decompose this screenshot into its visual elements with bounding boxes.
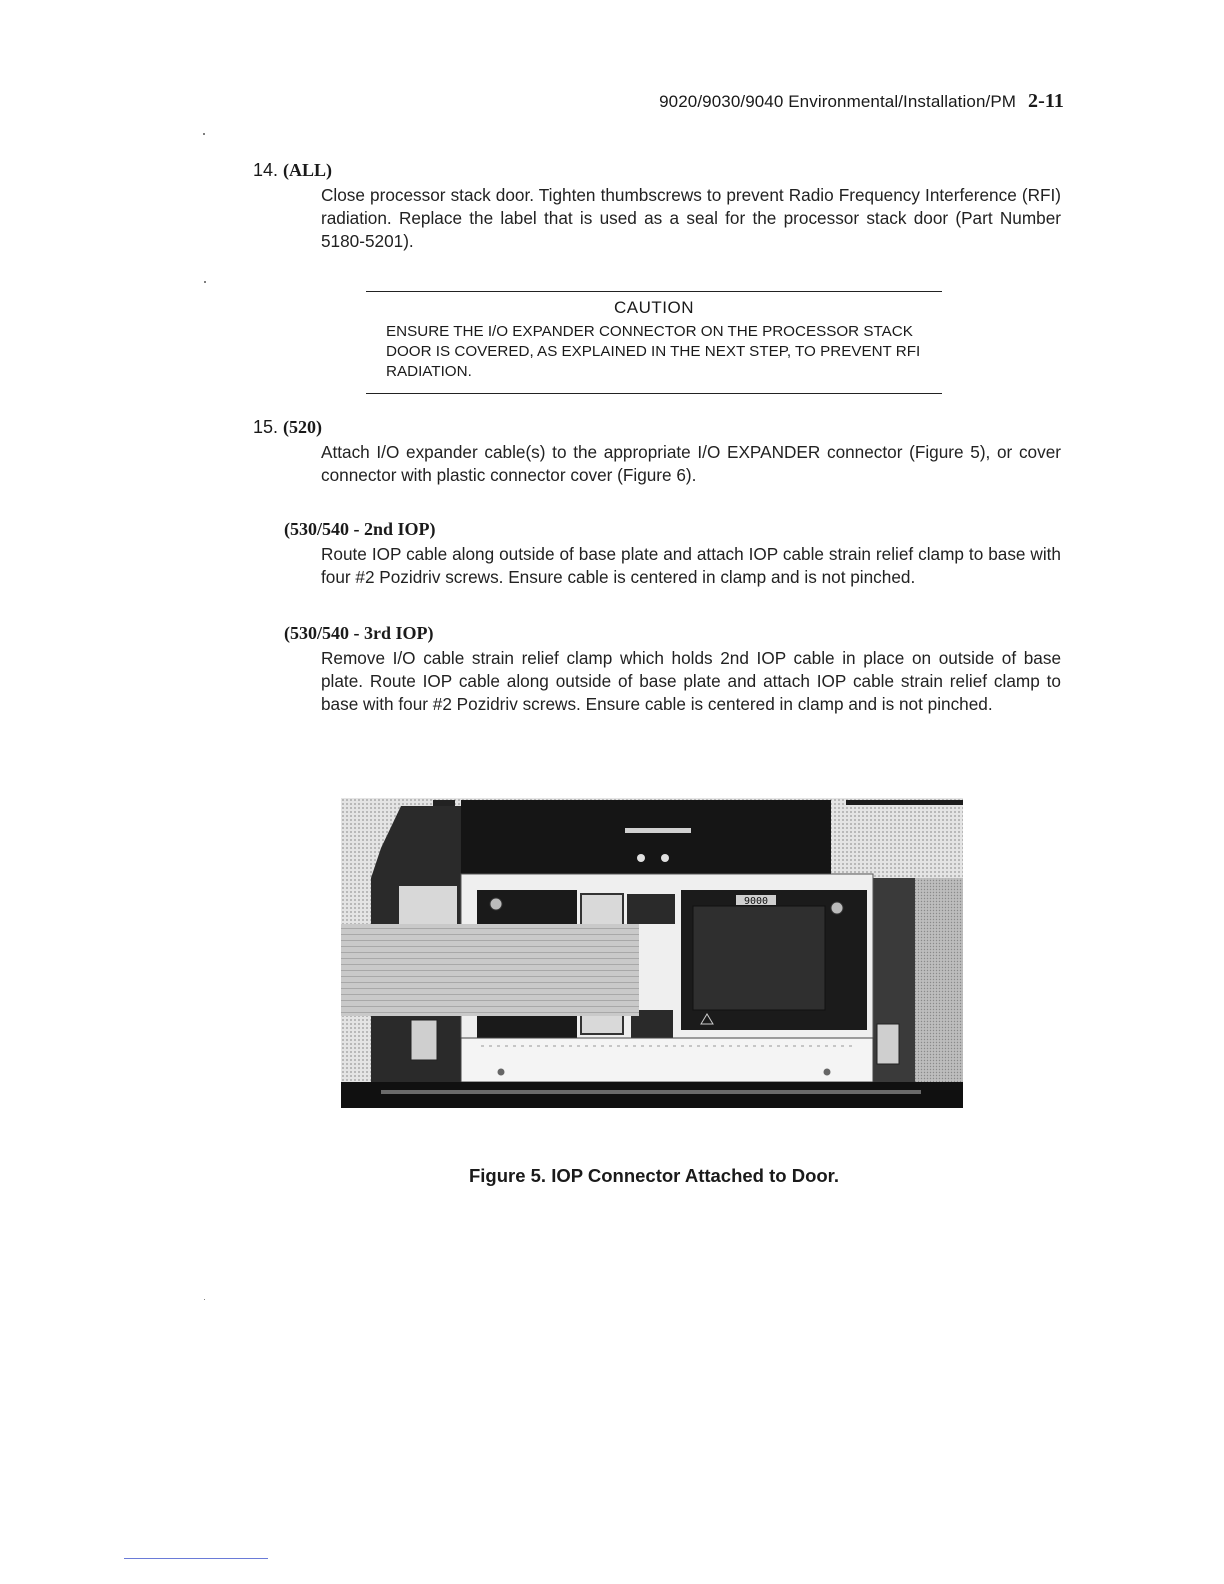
step-number: 14.	[253, 160, 279, 180]
caution-box	[366, 291, 942, 394]
sub-heading-3rd-iop: (530/540 - 3rd IOP)	[284, 623, 434, 643]
page-number: 2-11	[1028, 90, 1064, 112]
scan-speck	[204, 1299, 205, 1300]
sub-3rd-iop-text: Remove I/O cable strain relief clamp which holds 2nd IOP cable in place on outside of base plate. Route IOP cable along outside of base plate and attach IOP cable strain relief clamp to base with four #2 Pozidriv screws. Ensure cable is centered in clamp and is not pinched.	[321, 648, 1061, 714]
step-model: (ALL)	[283, 160, 333, 180]
step-number: 15.	[253, 417, 279, 437]
figure-5-photo	[341, 798, 963, 1108]
figure-caption: Figure 5. IOP Connector Attached to Door.	[468, 1165, 840, 1186]
scan-speck	[204, 281, 206, 283]
running-header	[659, 90, 1064, 113]
running-title: 9020/9030/9040 Environmental/Installation/PM	[659, 92, 1017, 111]
step-14-text: Close processor stack door. Tighten thumbscrews to prevent Radio Frequency Interference (RFI) radiation. Replace the label that is used as a seal for the processor stack door (Part Number 5180-5201).	[321, 185, 1061, 251]
step-14-heading	[253, 160, 332, 181]
step-15-text: Attach I/O expander cable(s) to the appropriate I/O EXPANDER connector (Figure 5), or cover connector with plastic connector cover (Figure 6).	[321, 442, 1061, 485]
caution-text: ENSURE THE I/O EXPANDER CONNECTOR ON THE PROCESSOR STACK DOOR IS COVERED, AS EXPLAINED IN THE NEXT STEP, TO PREVENT RFI RADIATION.	[386, 323, 921, 380]
caution-title: CAUTION	[614, 298, 694, 317]
scan-speck	[203, 133, 205, 135]
footnote-rule	[124, 1558, 268, 1559]
step-15-heading	[253, 417, 322, 438]
sub-heading-2nd-iop: (530/540 - 2nd IOP)	[284, 519, 436, 539]
step-model: (520)	[283, 417, 323, 437]
panel-label: 9000	[743, 896, 769, 907]
sub-2nd-iop-text: Route IOP cable along outside of base plate and attach IOP cable strain relief clamp to base with four #2 Pozidriv screws. Ensure cable is centered in clamp and is not pinched.	[321, 544, 1061, 587]
